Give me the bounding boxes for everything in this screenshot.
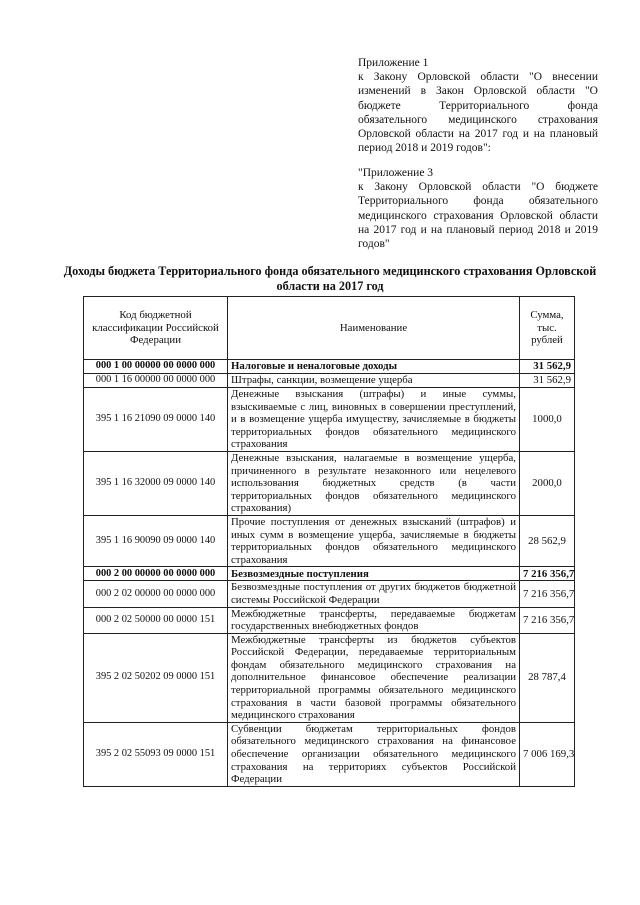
- table-row: [84, 633, 575, 722]
- row-sum: 1000,0: [520, 388, 575, 452]
- table-row: [84, 374, 575, 388]
- table-row: [84, 722, 575, 786]
- row-sum: 28 562,9: [520, 515, 575, 566]
- row-code: 000 2 00 00000 00 0000 000: [84, 567, 228, 581]
- row-sum: 7 216 356,7: [520, 581, 575, 607]
- row-sum: 31 562,9: [520, 360, 575, 374]
- table-header-row: [84, 297, 575, 360]
- row-sum: 31 562,9: [520, 374, 575, 388]
- row-name: Субвенции бюджетам территориальных фондов обязательного медицинского страхования на финансовое обеспечение организации обязательного медицинского страхования на территориях субъектов Российской Федерации: [228, 722, 520, 786]
- appendix-1-heading: Приложение 1: [358, 57, 429, 69]
- appendix-1-text: к Закону Орловской области "О внесении изменений в Закон Орловской области "О бюджете Территориального фонда обязательного медицинского страхования Орловской области на 2017 год и на плановый период 2018 и 2019 годов":: [358, 71, 598, 155]
- row-name: Межбюджетные трансферты из бюджетов субъектов Российской Федерации, передаваемые территориальным фондам обязательного медицинского страхования на дополнительное финансовое обеспечение реализации территориальной программы обязательного медицинского страхования в части базовой программы обязательного медицинского страхования: [228, 633, 520, 722]
- table-row: [84, 451, 575, 515]
- row-code: 000 1 16 00000 00 0000 000: [84, 374, 228, 388]
- row-code: 395 2 02 50202 09 0000 151: [84, 633, 228, 722]
- appendix-3-text: к Закону Орловской области "О бюджете Территориального фонда обязательного медицинского страхования Орловской области на 2017 год и на плановый период 2018 и 2019 годов": [358, 181, 598, 251]
- table-row: [84, 567, 575, 581]
- table-row: [84, 515, 575, 566]
- row-name: Межбюджетные трансферты, передаваемые бюджетам государственных внебюджетных фондов: [228, 607, 520, 633]
- header-code: Код бюджетной классификации Российской Федерации: [84, 297, 228, 360]
- row-sum: 2000,0: [520, 451, 575, 515]
- row-code: 000 2 02 50000 00 0000 151: [84, 607, 228, 633]
- row-code: 395 2 02 55093 09 0000 151: [84, 722, 228, 786]
- appendix-3-block: [358, 166, 598, 251]
- table-row: [84, 388, 575, 452]
- row-sum: 7 216 356,7: [520, 567, 575, 581]
- row-code: 395 1 16 21090 09 0000 140: [84, 388, 228, 452]
- table-row: [84, 607, 575, 633]
- row-code: 395 1 16 32000 09 0000 140: [84, 451, 228, 515]
- row-name: Налоговые и неналоговые доходы: [228, 360, 520, 374]
- row-name: Прочие поступления от денежных взысканий (штрафов) и иных сумм в возмещение ущерба, зачисляемые в бюджеты территориальных фондов обязательного медицинского страхования: [228, 515, 520, 566]
- table-row: [84, 360, 575, 374]
- row-name: Денежные взыскания, налагаемые в возмещение ущерба, причиненного в результате незаконного или нецелевого использования бюджетных средств (в части территориальных фондов обязательного медицинского страхования): [228, 451, 520, 515]
- row-code: 395 1 16 90090 09 0000 140: [84, 515, 228, 566]
- header-sum: Сумма, тыс. рублей: [520, 297, 575, 360]
- table-row: [84, 581, 575, 607]
- row-sum: 28 787,4: [520, 633, 575, 722]
- row-name: Денежные взыскания (штрафы) и иные суммы, взыскиваемые с лиц, виновных в совершении преступлений, и в возмещение ущерба имуществу, зачисляемые в бюджеты территориальных фондов обязательного медицинского страхования: [228, 388, 520, 452]
- header-name: Наименование: [228, 297, 520, 360]
- row-sum: 7 006 169,3: [520, 722, 575, 786]
- appendix-3-heading: "Приложение 3: [358, 167, 434, 179]
- row-code: 000 1 00 00000 00 0000 000: [84, 360, 228, 374]
- row-name: Безвозмездные поступления: [228, 567, 520, 581]
- document-title: Доходы бюджета Территориального фонда обязательного медицинского страхования Орловской области на 2017 год: [63, 264, 597, 293]
- revenue-table: [83, 296, 575, 787]
- appendix-1-block: [358, 56, 598, 155]
- row-code: 000 2 02 00000 00 0000 000: [84, 581, 228, 607]
- row-sum: 7 216 356,7: [520, 607, 575, 633]
- row-name: Безвозмездные поступления от других бюджетов бюджетной системы Российской Федерации: [228, 581, 520, 607]
- row-name: Штрафы, санкции, возмещение ущерба: [228, 374, 520, 388]
